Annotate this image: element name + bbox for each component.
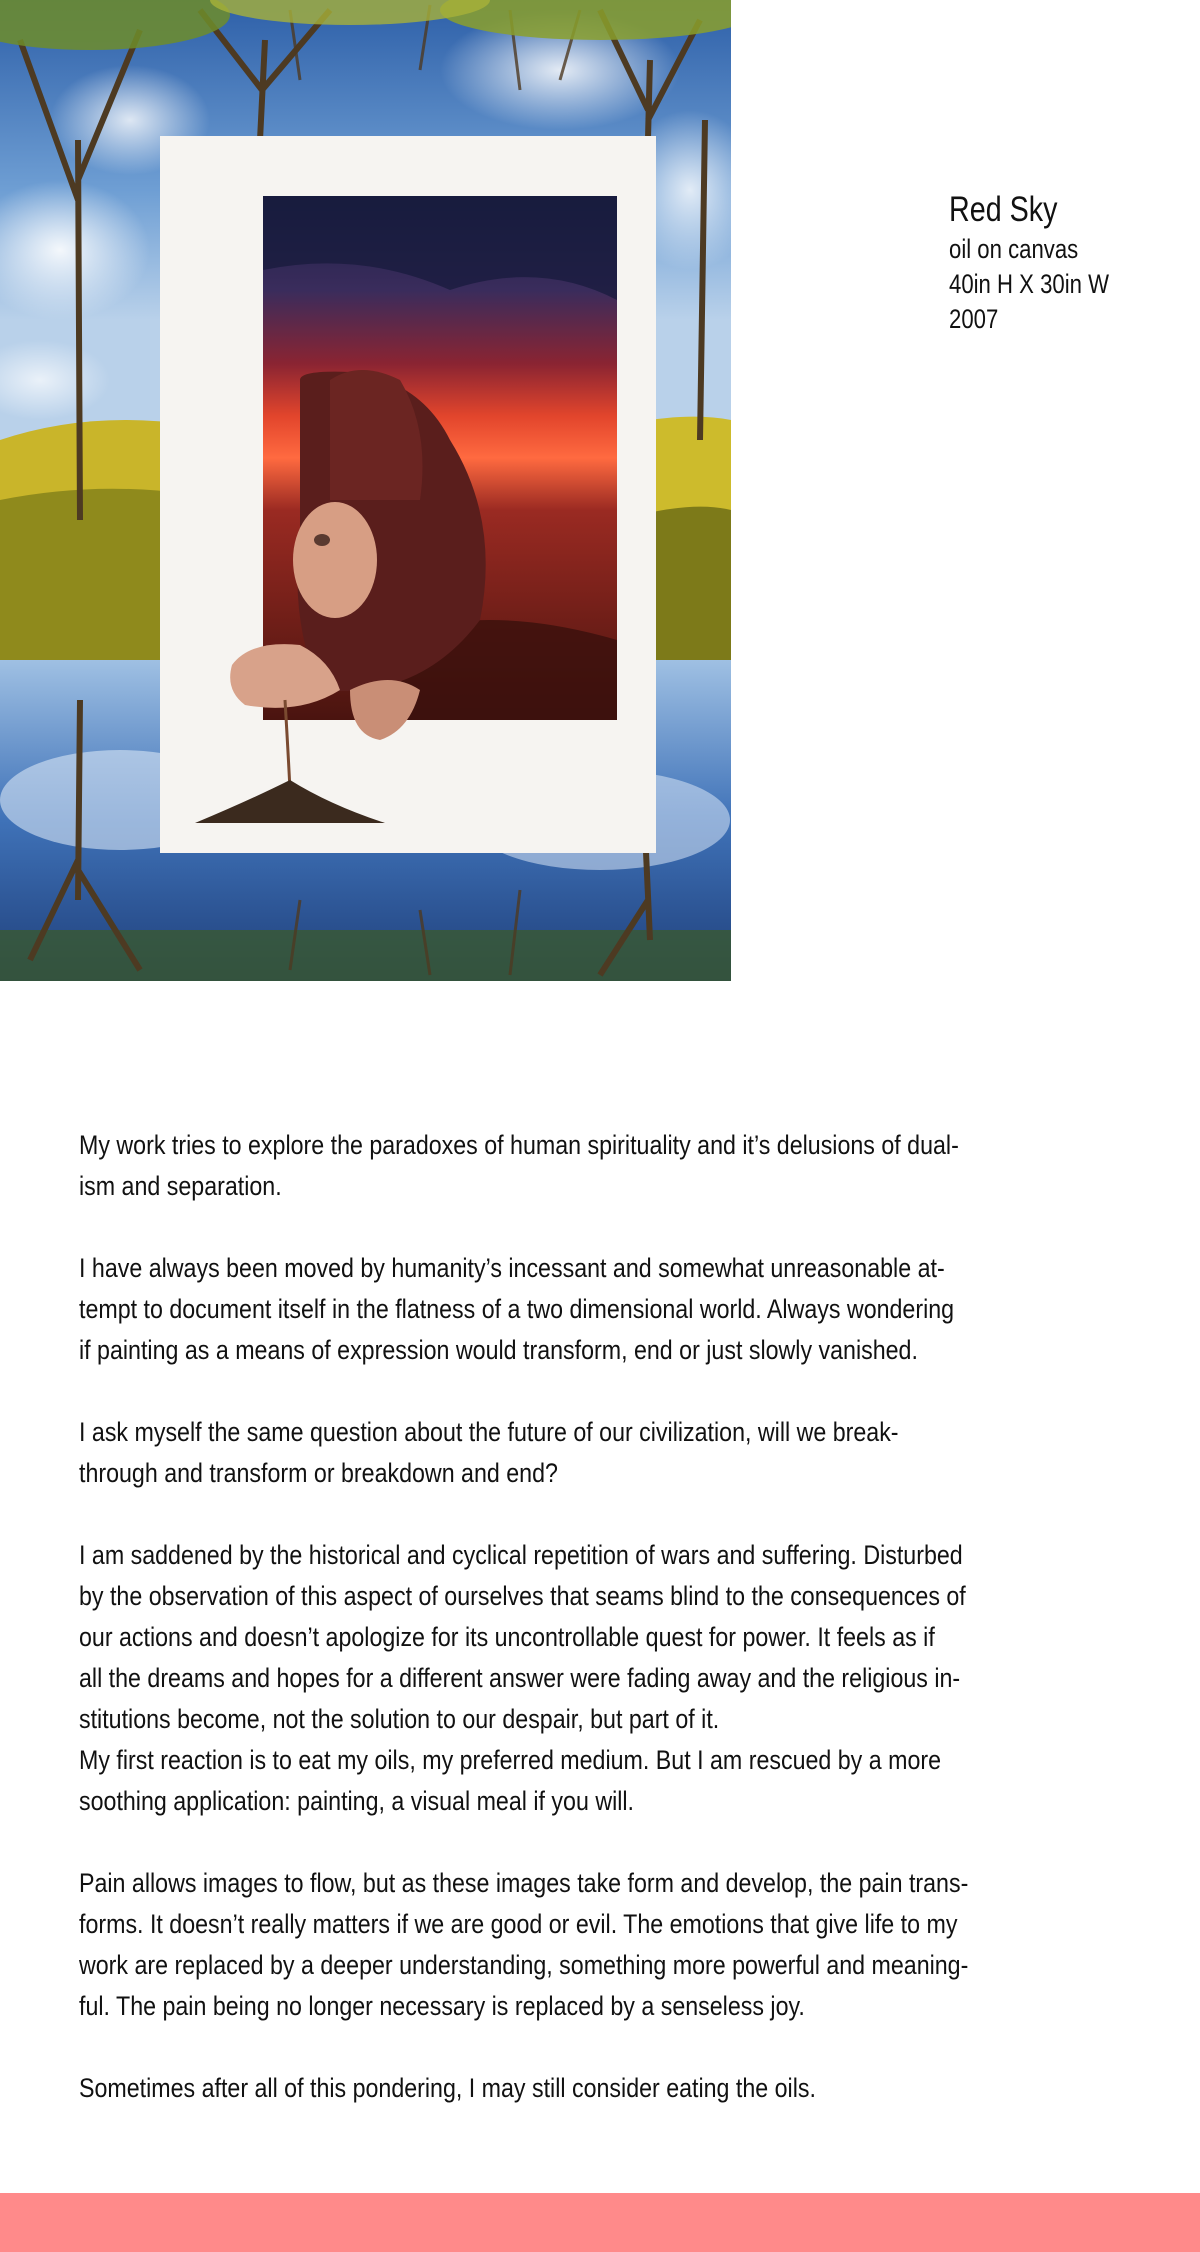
footer-bar [0,2193,1200,2252]
paragraph-gap [79,1494,1079,1535]
artwork-dimensions: 40in H X 30in W [949,268,1109,299]
artwork-year: 2007 [949,303,999,334]
paragraph-gap [79,2027,1079,2068]
statement-line: My first reaction is to eat my oils, my preferred medium. But I am rescued by a more [79,1745,942,1775]
painting-image [0,0,731,981]
statement-line: My work tries to explore the paradoxes of human spirituality and it’s delusions of dual- [79,1130,959,1160]
painting-illustration [0,0,731,981]
statement-line: tempt to document itself in the flatness of a two dimensional world. Always wondering [79,1294,955,1324]
statement-line: work are replaced by a deeper understanding, something more powerful and meaning- [79,1950,969,1980]
artwork-title: Red Sky [949,190,1058,229]
statement-line: I have always been moved by humanity’s incessant and somewhat unreasonable at- [79,1253,945,1283]
statement-line: Sometimes after all of this pondering, I may still consider eating the oils. [79,2073,816,2103]
statement-line: soothing application: painting, a visual meal if you will. [79,1786,635,1816]
artist-statement [79,1125,1079,2109]
statement-line: by the observation of this aspect of ourselves that seams blind to the consequences of [79,1581,966,1611]
statement-line: all the dreams and hopes for a different answer were fading away and the religious in- [79,1663,961,1693]
statement-line: I am saddened by the historical and cyclical repetition of wars and suffering. Disturbed [79,1540,963,1570]
artwork-caption [949,188,1189,337]
statement-line: I ask myself the same question about the future of our civilization, will we break- [79,1417,899,1447]
statement-line: through and transform or breakdown and end? [79,1458,558,1488]
paragraph-gap [79,1207,1079,1248]
statement-line: our actions and doesn’t apologize for its uncontrollable quest for power. It feels as if [79,1622,935,1652]
paragraph-gap [79,1371,1079,1412]
statement-line: ful. The pain being no longer necessary is replaced by a senseless joy. [79,1991,805,2021]
statement-line: Pain allows images to flow, but as these images take form and develop, the pain trans- [79,1868,969,1898]
statement-line: forms. It doesn’t really matters if we are good or evil. The emotions that give life to my [79,1909,958,1939]
paragraph-gap [79,1822,1079,1863]
statement-line: if painting as a means of expression would transform, end or just slowly vanished. [79,1335,918,1365]
statement-line: stitutions become, not the solution to our despair, but part of it. [79,1704,720,1734]
artwork-medium: oil on canvas [949,233,1079,264]
statement-line: ism and separation. [79,1171,282,1201]
